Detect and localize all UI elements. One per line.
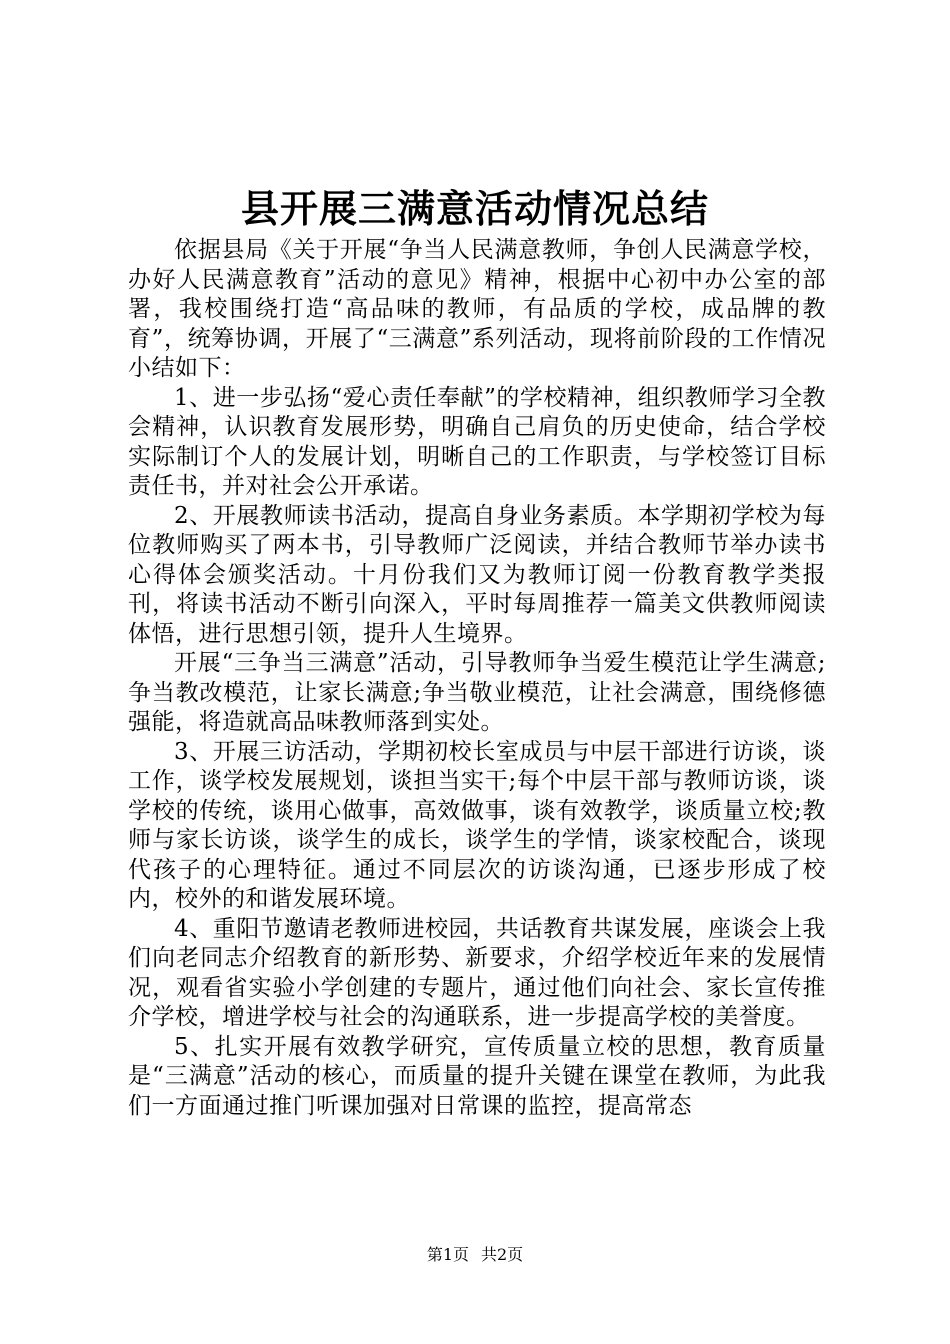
paragraph-item-1: 1、进一步弘扬“爱心责任奉献”的学校精神，组织教师学习全教会精神，认识教育发展形势，明确自己肩负的历史使命，结合学校实际制订个人的发展计划，明晰自己的工作职责，与学校签订目标责任书，并对社会公开承诺。 — [128, 384, 826, 499]
page-total: 共2页 — [481, 1245, 524, 1264]
document-body — [128, 236, 826, 1121]
document-title: 县开展三满意活动情况总结 — [240, 187, 709, 231]
page-number: 第1页 — [426, 1245, 469, 1264]
paragraph-item-5: 5、扎实开展有效教学研究，宣传质量立校的思想，教育质量是“三满意”活动的核心，而质量的提升关键在课堂在教师，为此我们一方面通过推门听课加强对日常课的监控，提高常态 — [128, 1033, 826, 1119]
paragraph-item-2: 2、开展教师读书活动，提高自身业务素质。本学期初学校为每位教师购买了两本书，引导教师广泛阅读，并结合教师节举办读书心得体会颁奖活动。十月份我们又为教师订阅一份教育教学类报刊，将读书活动不断引向深入，平时每周推荐一篇美文供教师阅读体悟，进行思想引领，提升人生境界。 — [128, 502, 826, 647]
paragraph-intro: 依据县局《关于开展“争当人民满意教师，争创人民满意学校，办好人民满意教育”活动的意见》精神，根据中心初中办公室的部署，我校围绕打造“高品味的教师，有品质的学校，成品牌的教育”，统筹协调，开展了“三满意”系列活动，现将前阶段的工作情况小结如下： — [128, 237, 826, 381]
paragraph-three-contend: 开展“三争当三满意”活动，引导教师争当爱生模范让学生满意;争当教改模范，让家长满意;争当敬业模范，让社会满意，围绕修德强能，将造就高品味教师落到实处。 — [128, 650, 826, 735]
page-footer — [0, 1245, 950, 1265]
paragraph-item-4: 4、重阳节邀请老教师进校园，共话教育共谋发展，座谈会上我们向老同志介绍教育的新形势、新要求，介绍学校近年来的发展情况，观看省实验小学创建的专题片，通过他们向社会、家长宣传推介学校，增进学校与社会的沟通联系，进一步提高学校的美誉度。 — [128, 915, 826, 1030]
paragraph-item-3: 3、开展三访活动，学期初校长室成员与中层干部进行访谈，谈工作，谈学校发展规划，谈担当实干;每个中层干部与教师访谈，谈学校的传统，谈用心做事，高效做事，谈有效教学，谈质量立校;教师与家长访谈，谈学生的成长，谈学生的学情，谈家校配合，谈现代孩子的心理特征。通过不同层次的访谈沟通，已逐步形成了校内，校外的和谐发展环境。 — [128, 738, 826, 912]
